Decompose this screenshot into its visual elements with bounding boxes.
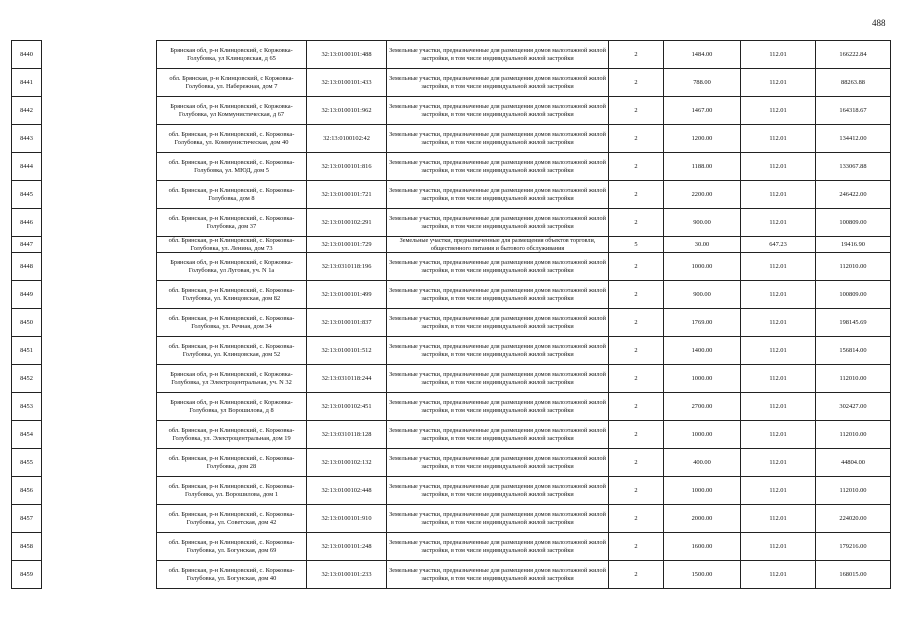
table-row [12,281,891,309]
specific-value-cell: 112.01 [741,281,816,309]
cadastral-number-cell: 32:13:0100101:512 [307,337,387,365]
cadastral-number-cell: 32:13:0310118:196 [307,253,387,281]
area-cell: 900.00 [664,209,741,237]
gap-cell [42,337,157,365]
category-code-cell: 2 [609,281,664,309]
cadastral-value-cell: 112010.00 [816,421,891,449]
category-code-cell: 2 [609,449,664,477]
specific-value-cell: 112.01 [741,337,816,365]
specific-value-cell: 112.01 [741,309,816,337]
specific-value-cell: 112.01 [741,421,816,449]
area-cell: 1188.00 [664,153,741,181]
land-use-cell: Земельные участки, предназначенные для размещения домов малоэтажной жилой застройки, в том числе индивидуальной жилой застройки [387,309,609,337]
land-use-cell: Земельные участки, предназначенные для размещения домов малоэтажной жилой застройки, в том числе индивидуальной жилой застройки [387,421,609,449]
cadastral-value-cell: 112010.00 [816,253,891,281]
cadastral-value-cell: 168015.00 [816,561,891,589]
cadastral-number-cell: 32:13:0310118:244 [307,365,387,393]
row-number-cell: 8448 [12,253,42,281]
row-number-cell: 8449 [12,281,42,309]
gap-cell [42,309,157,337]
cadastral-value-cell: 164318.67 [816,97,891,125]
address-cell: обл. Брянская, р-н Клинцовский, с. Коржовка-Голубовка, дом 37 [157,209,307,237]
gap-cell [42,97,157,125]
area-cell: 900.00 [664,281,741,309]
cadastral-number-cell: 32:13:0100101:910 [307,505,387,533]
row-number-cell: 8452 [12,365,42,393]
area-cell: 1500.00 [664,561,741,589]
address-cell: обл. Брянская, р-н Клинцовский, с. Коржовка-Голубовка, ул. Богунская, дом 69 [157,533,307,561]
address-cell: обл. Брянская, р-н Клинцовский, с. Коржовка-Голубовка, ул. Ленина, дом 73 [157,237,307,253]
category-code-cell: 5 [609,237,664,253]
cadastral-number-cell: 32:13:0100102:132 [307,449,387,477]
specific-value-cell: 112.01 [741,181,816,209]
cadastral-number-cell: 32:13:0100101:837 [307,309,387,337]
gap-cell [42,153,157,181]
table-row [12,505,891,533]
land-use-cell: Земельные участки, предназначенные для размещения домов малоэтажной жилой застройки, в том числе индивидуальной жилой застройки [387,477,609,505]
address-cell: обл. Брянская, р-н Клинцовский, с. Коржовка-Голубовка, ул. Ворошилова, дом 1 [157,477,307,505]
cadastral-number-cell: 32:13:0100102:448 [307,477,387,505]
address-cell: Брянская обл, р-н Клинцовский, с Коржовка-Голубовка, ул Коммунистическая, д 67 [157,97,307,125]
cadastral-value-cell: 112010.00 [816,477,891,505]
specific-value-cell: 112.01 [741,393,816,421]
category-code-cell: 2 [609,309,664,337]
area-cell: 1200.00 [664,125,741,153]
cadastral-value-cell: 179216.00 [816,533,891,561]
cadastral-number-cell: 32:13:0100101:488 [307,41,387,69]
row-number-cell: 8447 [12,237,42,253]
gap-cell [42,449,157,477]
cadastral-value-cell: 302427.00 [816,393,891,421]
cadastral-number-cell: 32:13:0100101:962 [307,97,387,125]
table-row [12,97,891,125]
category-code-cell: 2 [609,337,664,365]
specific-value-cell: 112.01 [741,505,816,533]
category-code-cell: 2 [609,69,664,97]
land-use-cell: Земельные участки, предназначенные для размещения домов малоэтажной жилой застройки, в том числе индивидуальной жилой застройки [387,449,609,477]
table-row [12,125,891,153]
area-cell: 30.00 [664,237,741,253]
cadastral-value-cell: 100809.00 [816,281,891,309]
specific-value-cell: 647.23 [741,237,816,253]
area-cell: 2200.00 [664,181,741,209]
table-row [12,393,891,421]
table-row [12,309,891,337]
table-row [12,181,891,209]
category-code-cell: 2 [609,153,664,181]
row-number-cell: 8457 [12,505,42,533]
row-number-cell: 8454 [12,421,42,449]
specific-value-cell: 112.01 [741,477,816,505]
specific-value-cell: 112.01 [741,125,816,153]
gap-cell [42,561,157,589]
area-cell: 1000.00 [664,253,741,281]
row-number-cell: 8455 [12,449,42,477]
category-code-cell: 2 [609,365,664,393]
row-number-cell: 8450 [12,309,42,337]
land-use-cell: Земельные участки, предназначенные для размещения домов малоэтажной жилой застройки, в том числе индивидуальной жилой застройки [387,69,609,97]
cadastral-value-cell: 44804.00 [816,449,891,477]
area-cell: 1467.00 [664,97,741,125]
area-cell: 1769.00 [664,309,741,337]
gap-cell [42,281,157,309]
land-use-cell: Земельные участки, предназначенные для размещения домов малоэтажной жилой застройки, в том числе индивидуальной жилой застройки [387,97,609,125]
land-use-cell: Земельные участки, предназначенные для размещения домов малоэтажной жилой застройки, в том числе индивидуальной жилой застройки [387,505,609,533]
area-cell: 788.00 [664,69,741,97]
table-row [12,477,891,505]
specific-value-cell: 112.01 [741,153,816,181]
gap-cell [42,253,157,281]
table-row [12,533,891,561]
table-row [12,365,891,393]
cadastral-value-cell: 134412.00 [816,125,891,153]
row-number-cell: 8443 [12,125,42,153]
table-body [12,41,891,589]
cadastral-number-cell: 32:13:0100101:729 [307,237,387,253]
cadastral-number-cell: 32:13:0100102:291 [307,209,387,237]
land-use-cell: Земельные участки, предназначенные для размещения домов малоэтажной жилой застройки, в том числе индивидуальной жилой застройки [387,253,609,281]
gap-cell [42,505,157,533]
address-cell: обл. Брянская, р-н Клинцовский, с. Коржовка-Голубовка, ул. Речная, дом 34 [157,309,307,337]
category-code-cell: 2 [609,41,664,69]
land-use-cell: Земельные участки, предназначенные для размещения домов малоэтажной жилой застройки, в том числе индивидуальной жилой застройки [387,281,609,309]
address-cell: обл. Брянская, р-н Клинцовский, с. Коржовка-Голубовка, ул. Клинцовская, дом 52 [157,337,307,365]
gap-cell [42,477,157,505]
land-use-cell: Земельные участки, предназначенные для размещения домов малоэтажной жилой застройки, в том числе индивидуальной жилой застройки [387,533,609,561]
address-cell: Брянская обл, р-н Клинцовский, с Коржовка-Голубовка, ул Клинцовская, д 65 [157,41,307,69]
table-row [12,69,891,97]
area-cell: 1000.00 [664,477,741,505]
category-code-cell: 2 [609,421,664,449]
gap-cell [42,125,157,153]
specific-value-cell: 112.01 [741,533,816,561]
area-cell: 1600.00 [664,533,741,561]
cadastral-value-cell: 224020.00 [816,505,891,533]
cadastral-value-cell: 166222.84 [816,41,891,69]
area-cell: 400.00 [664,449,741,477]
table-row [12,449,891,477]
land-use-cell: Земельные участки, предназначенные для размещения домов малоэтажной жилой застройки, в том числе индивидуальной жилой застройки [387,365,609,393]
specific-value-cell: 112.01 [741,561,816,589]
row-number-cell: 8459 [12,561,42,589]
specific-value-cell: 112.01 [741,449,816,477]
gap-cell [42,209,157,237]
cadastral-number-cell: 32:13:0100101:816 [307,153,387,181]
gap-cell [42,181,157,209]
gap-cell [42,69,157,97]
category-code-cell: 2 [609,181,664,209]
table-row [12,253,891,281]
category-code-cell: 2 [609,253,664,281]
address-cell: Брянская обл, р-н Клинцовский, с Коржовка-Голубовка, ул Ворошилова, д 8 [157,393,307,421]
address-cell: обл. Брянская, р-н Клинцовский, с Коржовка-Голубовка, ул. Набережная, дом 7 [157,69,307,97]
specific-value-cell: 112.01 [741,97,816,125]
row-number-cell: 8445 [12,181,42,209]
land-use-cell: Земельные участки, предназначенные для размещения домов малоэтажной жилой застройки, в том числе индивидуальной жилой застройки [387,181,609,209]
category-code-cell: 2 [609,533,664,561]
address-cell: обл. Брянская, р-н Клинцовский, с. Коржовка-Голубовка, ул. Богунская, дом 40 [157,561,307,589]
land-use-cell: Земельные участки, предназначенные для размещения домов малоэтажной жилой застройки, в том числе индивидуальной жилой застройки [387,153,609,181]
address-cell: обл. Брянская, р-н Клинцовский, с. Коржовка-Голубовка, ул. МЮД, дом 5 [157,153,307,181]
row-number-cell: 8442 [12,97,42,125]
cadastral-number-cell: 32:13:0100101:721 [307,181,387,209]
table-row [12,209,891,237]
row-number-cell: 8444 [12,153,42,181]
cadastral-value-cell: 246422.00 [816,181,891,209]
specific-value-cell: 112.01 [741,69,816,97]
address-cell: обл. Брянская, р-н Клинцовский, с. Коржовка-Голубовка, ул. Советская, дом 42 [157,505,307,533]
area-cell: 1000.00 [664,365,741,393]
row-number-cell: 8456 [12,477,42,505]
land-use-cell: Земельные участки, предназначенные для размещения домов малоэтажной жилой застройки, в том числе индивидуальной жилой застройки [387,41,609,69]
land-use-cell: Земельные участки, предназначенные для размещения домов малоэтажной жилой застройки, в том числе индивидуальной жилой застройки [387,209,609,237]
specific-value-cell: 112.01 [741,209,816,237]
table-row [12,337,891,365]
area-cell: 1000.00 [664,421,741,449]
land-use-cell: Земельные участки, предназначенные для размещения домов малоэтажной жилой застройки, в том числе индивидуальной жилой застройки [387,125,609,153]
area-cell: 2000.00 [664,505,741,533]
row-number-cell: 8451 [12,337,42,365]
cadastral-value-cell: 156814.00 [816,337,891,365]
address-cell: обл. Брянская, р-н Клинцовский, с. Коржовка-Голубовка, дом 8 [157,181,307,209]
cadastral-number-cell: 32:13:0100102:451 [307,393,387,421]
cadastral-number-cell: 32:13:0100101:433 [307,69,387,97]
cadastral-value-cell: 133067.88 [816,153,891,181]
area-cell: 1484.00 [664,41,741,69]
land-use-cell: Земельные участки, предназначенные для размещения домов малоэтажной жилой застройки, в том числе индивидуальной жилой застройки [387,561,609,589]
address-cell: Брянская обл, р-н Клинцовский, с Коржовка-Голубовка, ул Электроцентральная, уч. N 32 [157,365,307,393]
land-use-cell: Земельные участки, предназначенные для размещения объектов торговли, общественного питания и бытового обслуживания [387,237,609,253]
area-cell: 2700.00 [664,393,741,421]
specific-value-cell: 112.01 [741,41,816,69]
cadastral-value-cell: 19416.90 [816,237,891,253]
gap-cell [42,533,157,561]
cadastral-number-cell: 32:13:0100101:233 [307,561,387,589]
row-number-cell: 8441 [12,69,42,97]
category-code-cell: 2 [609,393,664,421]
row-number-cell: 8440 [12,41,42,69]
category-code-cell: 2 [609,209,664,237]
table-row [12,237,891,253]
gap-cell [42,393,157,421]
area-cell: 1400.00 [664,337,741,365]
table-row [12,561,891,589]
cadastral-number-cell: 32:13:0100101:248 [307,533,387,561]
cadastral-number-cell: 32:13:0310118:128 [307,421,387,449]
address-cell: обл. Брянская, р-н Клинцовский, с. Коржовка-Голубовка, ул. Коммунистическая, дом 40 [157,125,307,153]
cadastral-number-cell: 32:13:0100102:42 [307,125,387,153]
category-code-cell: 2 [609,561,664,589]
cadastral-number-cell: 32:13:0100101:499 [307,281,387,309]
row-number-cell: 8453 [12,393,42,421]
row-number-cell: 8446 [12,209,42,237]
cadastral-value-cell: 198145.69 [816,309,891,337]
gap-cell [42,41,157,69]
specific-value-cell: 112.01 [741,253,816,281]
category-code-cell: 2 [609,477,664,505]
address-cell: Брянская обл, р-н Клинцовский, с Коржовка-Голубовка, ул Луговая, уч. N 1а [157,253,307,281]
address-cell: обл. Брянская, р-н Клинцовский, с. Коржовка-Голубовка, ул. Электроцентральная, дом 19 [157,421,307,449]
land-use-cell: Земельные участки, предназначенные для размещения домов малоэтажной жилой застройки, в том числе индивидуальной жилой застройки [387,393,609,421]
land-registry-table [11,40,891,589]
table-row [12,41,891,69]
address-cell: обл. Брянская, р-н Клинцовский, с. Коржовка-Голубовка, ул. Клинцовская, дом 82 [157,281,307,309]
address-cell: обл. Брянская, р-н Клинцовский, с. Коржовка-Голубовка, дом 28 [157,449,307,477]
gap-cell [42,365,157,393]
page-number: 488 [872,18,886,28]
gap-cell [42,421,157,449]
table-row [12,153,891,181]
category-code-cell: 2 [609,505,664,533]
category-code-cell: 2 [609,97,664,125]
cadastral-value-cell: 112010.00 [816,365,891,393]
table-row [12,421,891,449]
gap-cell [42,237,157,253]
row-number-cell: 8458 [12,533,42,561]
category-code-cell: 2 [609,125,664,153]
cadastral-value-cell: 100809.00 [816,209,891,237]
cadastral-value-cell: 88263.88 [816,69,891,97]
land-use-cell: Земельные участки, предназначенные для размещения домов малоэтажной жилой застройки, в том числе индивидуальной жилой застройки [387,337,609,365]
specific-value-cell: 112.01 [741,365,816,393]
